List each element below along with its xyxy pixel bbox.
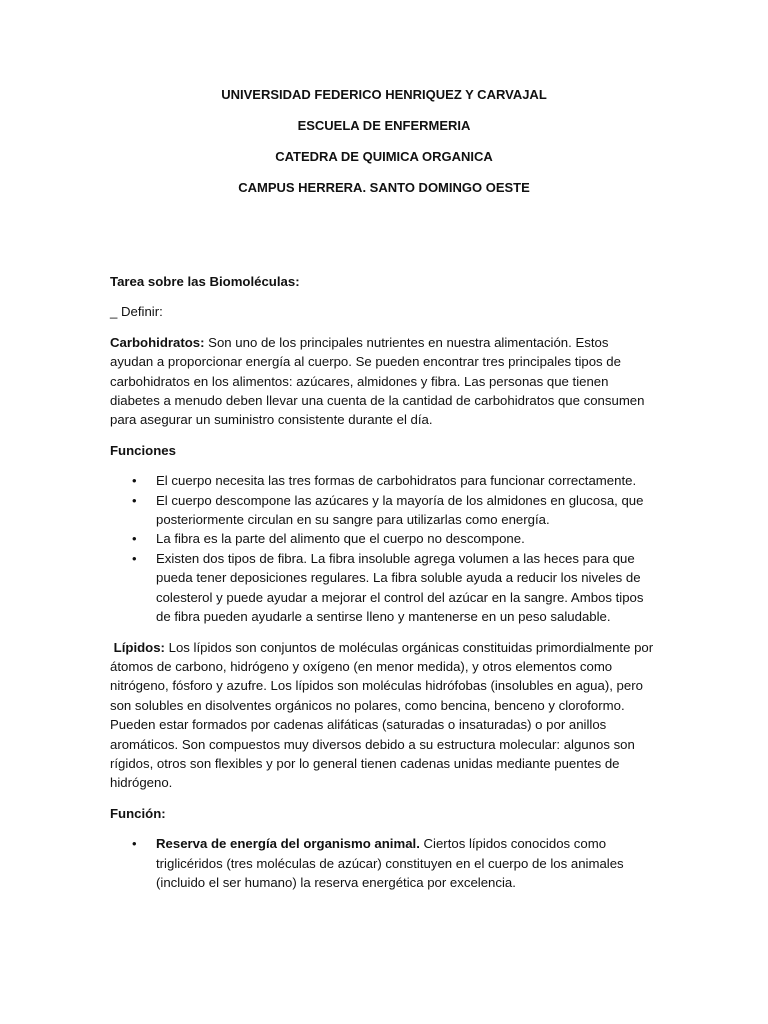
lipids-text: Los lípidos son conjuntos de moléculas orgánicas constituidas primordialmente por átomos de carbono, hidrógeno y oxígeno (en menor medida), y otros elementos como nitrógeno, fósforo y azufre. Los lípidos son moléculas hidrófobas (insolubles en agua), pero son solubles en disolventes orgánicos no polares, como bencina, benceno y cloroformo. Pueden estar formados por cadenas alifáticas (saturadas o insaturadas) o por anillos aromáticos. Son compuestos muy diversos debido a su estructura molecular: algunos son rígidos, otros son flexibles y por lo general tienen cadenas unidas mediante puentes de hidrógeno. <box>110 639 654 791</box>
task-title: Tarea sobre las Biomoléculas: <box>110 274 300 289</box>
funciones-list <box>110 471 655 626</box>
bullet-icon: • <box>132 550 137 566</box>
list-item-text: Ciertos lípidos conocidos como triglicéridos (tres moléculas de azúcar) constituyen en el cuerpo de los animales (incluido el ser humano) la reserva energética por excelencia. <box>156 836 624 890</box>
header-campus: CAMPUS HERRERA. SANTO DOMINGO OESTE <box>238 180 530 195</box>
header-school: ESCUELA DE ENFERMERIA <box>297 118 471 133</box>
lipids-paragraph <box>110 638 655 793</box>
list-item-text: La fibra es la parte del alimento que el cuerpo no descompone. <box>156 531 525 547</box>
list-item-text: El cuerpo descompone las azúcares y la mayoría de los almidones en glucosa, que posteriormente circulan en su sangre para utilizarlas como energía. <box>156 492 644 528</box>
list-item <box>110 491 655 530</box>
header-chair: CATEDRA DE QUIMICA ORGANICA <box>275 149 493 164</box>
header-university: UNIVERSIDAD FEDERICO HENRIQUEZ Y CARVAJAL <box>221 87 547 102</box>
funcion-list <box>110 834 655 892</box>
funcion-heading: Función: <box>110 805 166 821</box>
list-item-text: Existen dos tipos de fibra. La fibra insoluble agrega volumen a las heces para que pueda tener deposiciones regulares. La fibra soluble ayuda a reducir los niveles de colesterol y puede ayudar a mejorar el control del azúcar en la sangre. Ambos tipos de fibra pueden ayudarle a sentirse lleno y mantenerse en un peso saludable. <box>156 550 644 625</box>
list-item-text: El cuerpo necesita las tres formas de carbohidratos para funcionar correctamente. <box>156 473 637 489</box>
list-item <box>110 834 655 892</box>
carbs-term: Carbohidratos: <box>110 334 205 350</box>
document-header <box>0 87 768 211</box>
funciones-heading: Funciones <box>110 442 176 458</box>
bullet-icon: • <box>132 836 137 852</box>
carbs-text: Son uno de los principales nutrientes en nuestra alimentación. Estos ayudan a proporcionar energía al cuerpo. Se pueden encontrar tres principales tipos de carbohidratos en los alimentos: azúcares, almidones y fibra. Las personas que tienen diabetes a menudo deben llevar una cuenta de la cantidad de carbohidratos que consumen para asegurar un suministro consistente durante el día. <box>110 334 645 428</box>
list-item-bold: Reserva de energía del organismo animal. <box>156 836 420 852</box>
bullet-icon: • <box>132 531 137 547</box>
list-item <box>110 471 655 490</box>
list-item <box>110 549 655 627</box>
define-label: _ Definir: <box>110 304 163 320</box>
bullet-icon: • <box>132 492 137 508</box>
carbs-paragraph <box>110 333 655 430</box>
document-body <box>110 272 655 903</box>
bullet-icon: • <box>132 473 137 489</box>
lipids-term: Lípidos: <box>113 639 165 655</box>
list-item <box>110 529 655 548</box>
